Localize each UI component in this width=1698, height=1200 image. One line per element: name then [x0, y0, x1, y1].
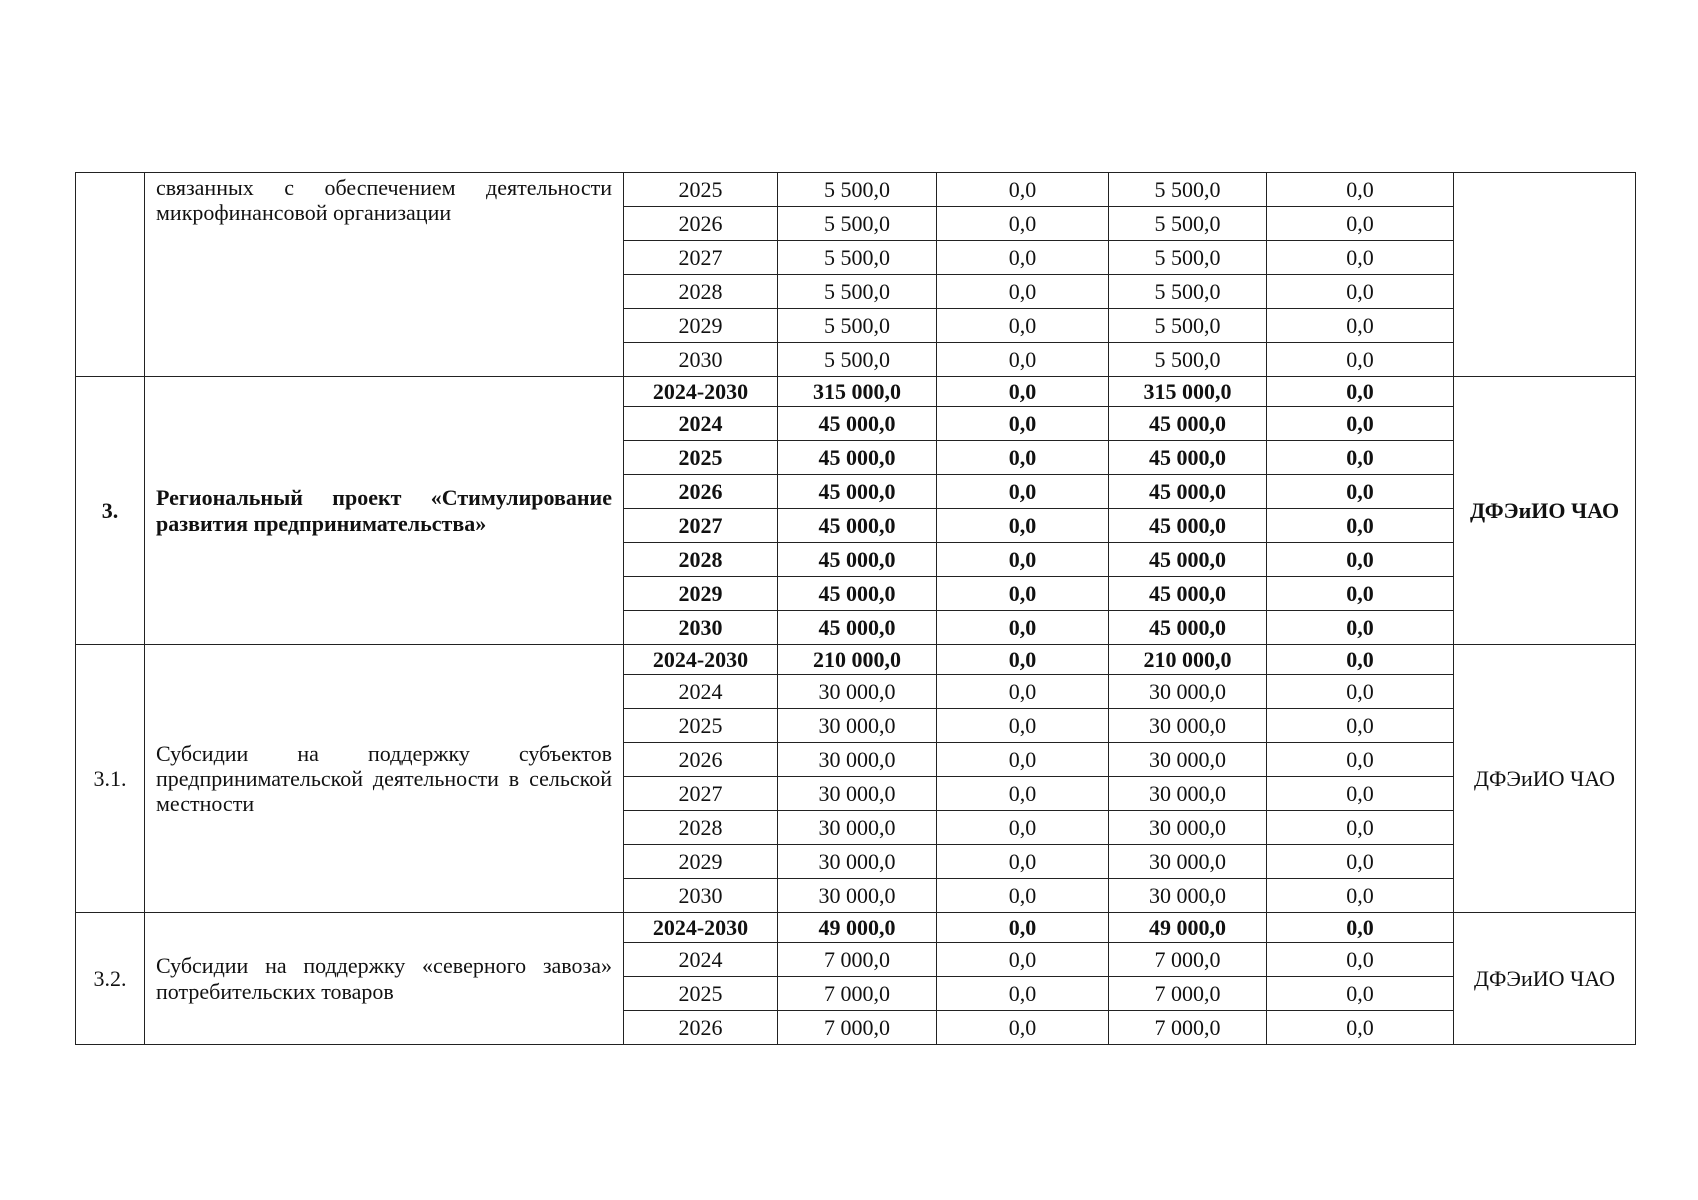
cell-other: 0,0: [1267, 811, 1454, 845]
cell-fb: 0,0: [937, 743, 1109, 777]
cell-other: 0,0: [1267, 475, 1454, 509]
cell-total: 5 500,0: [778, 241, 937, 275]
row-number: 3.: [76, 377, 145, 645]
cell-year: 2027: [624, 777, 778, 811]
cell-fb: 0,0: [937, 173, 1109, 207]
cell-year: 2028: [624, 275, 778, 309]
cell-year: 2026: [624, 207, 778, 241]
cell-fb: 0,0: [937, 441, 1109, 475]
cell-rb: 5 500,0: [1109, 309, 1267, 343]
table-row: [76, 377, 1636, 407]
cell-total: 30 000,0: [778, 879, 937, 913]
cell-other: 0,0: [1267, 977, 1454, 1011]
cell-rb: 30 000,0: [1109, 709, 1267, 743]
cell-year: 2024-2030: [624, 645, 778, 675]
cell-year: 2030: [624, 343, 778, 377]
cell-year: 2025: [624, 977, 778, 1011]
cell-year: 2029: [624, 577, 778, 611]
cell-year: 2029: [624, 309, 778, 343]
cell-year: 2030: [624, 611, 778, 645]
cell-other: 0,0: [1267, 343, 1454, 377]
cell-year: 2026: [624, 1011, 778, 1045]
cell-fb: 0,0: [937, 675, 1109, 709]
cell-rb: 45 000,0: [1109, 441, 1267, 475]
cell-rb: 45 000,0: [1109, 543, 1267, 577]
cell-other: 0,0: [1267, 645, 1454, 675]
cell-fb: 0,0: [937, 275, 1109, 309]
cell-year: 2027: [624, 509, 778, 543]
financing-table: [75, 172, 1636, 1045]
table-row: [76, 913, 1636, 943]
cell-total: 7 000,0: [778, 977, 937, 1011]
cell-year: 2026: [624, 475, 778, 509]
cell-total: 45 000,0: [778, 441, 937, 475]
cell-other: 0,0: [1267, 675, 1454, 709]
cell-total: 5 500,0: [778, 309, 937, 343]
cell-rb: 30 000,0: [1109, 777, 1267, 811]
cell-other: 0,0: [1267, 577, 1454, 611]
cell-fb: 0,0: [937, 845, 1109, 879]
cell-year: 2029: [624, 845, 778, 879]
cell-year: 2024: [624, 407, 778, 441]
cell-other: 0,0: [1267, 509, 1454, 543]
cell-fb: 0,0: [937, 811, 1109, 845]
cell-fb: 0,0: [937, 709, 1109, 743]
executor: ДФЭиИО ЧАО: [1454, 645, 1636, 913]
executor: ДФЭиИО ЧАО: [1454, 913, 1636, 1045]
cell-total: 45 000,0: [778, 611, 937, 645]
cell-total: 5 500,0: [778, 275, 937, 309]
cell-rb: 30 000,0: [1109, 879, 1267, 913]
cell-total: 7 000,0: [778, 1011, 937, 1045]
cell-fb: 0,0: [937, 879, 1109, 913]
cell-rb: 5 500,0: [1109, 173, 1267, 207]
measure-name: Субсидии на поддержку субъектов предпринимательской деятельности в сельской местности: [145, 645, 624, 913]
cell-year: 2024-2030: [624, 913, 778, 943]
cell-fb: 0,0: [937, 309, 1109, 343]
cell-rb: 315 000,0: [1109, 377, 1267, 407]
cell-fb: 0,0: [937, 543, 1109, 577]
cell-other: 0,0: [1267, 709, 1454, 743]
cell-fb: 0,0: [937, 611, 1109, 645]
cell-year: 2024: [624, 675, 778, 709]
cell-year: 2025: [624, 441, 778, 475]
cell-other: 0,0: [1267, 845, 1454, 879]
cell-fb: 0,0: [937, 577, 1109, 611]
cell-rb: 30 000,0: [1109, 811, 1267, 845]
cell-fb: 0,0: [937, 343, 1109, 377]
cell-year: 2028: [624, 543, 778, 577]
cell-rb: 5 500,0: [1109, 275, 1267, 309]
cell-fb: 0,0: [937, 645, 1109, 675]
cell-year: 2025: [624, 709, 778, 743]
cell-total: 45 000,0: [778, 407, 937, 441]
cell-total: 210 000,0: [778, 645, 937, 675]
cell-rb: 49 000,0: [1109, 913, 1267, 943]
cell-rb: 7 000,0: [1109, 1011, 1267, 1045]
cell-other: 0,0: [1267, 275, 1454, 309]
cell-other: 0,0: [1267, 1011, 1454, 1045]
cell-total: 30 000,0: [778, 709, 937, 743]
cell-rb: 7 000,0: [1109, 977, 1267, 1011]
cell-rb: 30 000,0: [1109, 743, 1267, 777]
cell-year: 2024-2030: [624, 377, 778, 407]
cell-total: 30 000,0: [778, 675, 937, 709]
cell-fb: 0,0: [937, 407, 1109, 441]
cell-other: 0,0: [1267, 173, 1454, 207]
table-row: [76, 173, 1636, 207]
cell-total: 5 500,0: [778, 173, 937, 207]
cell-fb: 0,0: [937, 1011, 1109, 1045]
cell-total: 30 000,0: [778, 811, 937, 845]
cell-total: 45 000,0: [778, 509, 937, 543]
cell-rb: 210 000,0: [1109, 645, 1267, 675]
cell-fb: 0,0: [937, 509, 1109, 543]
cell-rb: 30 000,0: [1109, 675, 1267, 709]
cell-fb: 0,0: [937, 977, 1109, 1011]
cell-rb: 5 500,0: [1109, 241, 1267, 275]
cell-rb: 5 500,0: [1109, 207, 1267, 241]
executor: [1454, 173, 1636, 377]
cell-fb: 0,0: [937, 241, 1109, 275]
measure-name: Региональный проект «Стимулирование развития предпринимательства»: [145, 377, 624, 645]
measure-name: связанных с обеспечением деятельности микрофинансовой организации: [145, 173, 624, 377]
cell-year: 2026: [624, 743, 778, 777]
cell-other: 0,0: [1267, 377, 1454, 407]
cell-other: 0,0: [1267, 407, 1454, 441]
cell-other: 0,0: [1267, 943, 1454, 977]
cell-other: 0,0: [1267, 543, 1454, 577]
cell-fb: 0,0: [937, 475, 1109, 509]
row-number: 3.1.: [76, 645, 145, 913]
cell-other: 0,0: [1267, 611, 1454, 645]
cell-total: 30 000,0: [778, 777, 937, 811]
cell-other: 0,0: [1267, 441, 1454, 475]
cell-total: 30 000,0: [778, 743, 937, 777]
cell-total: 5 500,0: [778, 343, 937, 377]
cell-fb: 0,0: [937, 377, 1109, 407]
cell-rb: 45 000,0: [1109, 509, 1267, 543]
cell-rb: 45 000,0: [1109, 577, 1267, 611]
cell-total: 30 000,0: [778, 845, 937, 879]
cell-rb: 45 000,0: [1109, 611, 1267, 645]
cell-total: 45 000,0: [778, 475, 937, 509]
cell-year: 2024: [624, 943, 778, 977]
cell-total: 45 000,0: [778, 577, 937, 611]
cell-year: 2025: [624, 173, 778, 207]
cell-rb: 7 000,0: [1109, 943, 1267, 977]
cell-other: 0,0: [1267, 913, 1454, 943]
cell-total: 315 000,0: [778, 377, 937, 407]
cell-other: 0,0: [1267, 777, 1454, 811]
cell-total: 45 000,0: [778, 543, 937, 577]
cell-other: 0,0: [1267, 879, 1454, 913]
cell-total: 49 000,0: [778, 913, 937, 943]
cell-rb: 45 000,0: [1109, 407, 1267, 441]
cell-fb: 0,0: [937, 777, 1109, 811]
cell-other: 0,0: [1267, 207, 1454, 241]
cell-rb: 30 000,0: [1109, 845, 1267, 879]
cell-rb: 45 000,0: [1109, 475, 1267, 509]
cell-other: 0,0: [1267, 309, 1454, 343]
cell-fb: 0,0: [937, 913, 1109, 943]
row-number: 3.2.: [76, 913, 145, 1045]
cell-total: 5 500,0: [778, 207, 937, 241]
row-number: [76, 173, 145, 377]
executor: ДФЭиИО ЧАО: [1454, 377, 1636, 645]
measure-name: Субсидии на поддержку «северного завоза» потребительских товаров: [145, 913, 624, 1045]
cell-year: 2027: [624, 241, 778, 275]
cell-fb: 0,0: [937, 943, 1109, 977]
cell-year: 2028: [624, 811, 778, 845]
cell-total: 7 000,0: [778, 943, 937, 977]
cell-rb: 5 500,0: [1109, 343, 1267, 377]
cell-other: 0,0: [1267, 743, 1454, 777]
cell-year: 2030: [624, 879, 778, 913]
cell-fb: 0,0: [937, 207, 1109, 241]
table-row: [76, 645, 1636, 675]
cell-other: 0,0: [1267, 241, 1454, 275]
